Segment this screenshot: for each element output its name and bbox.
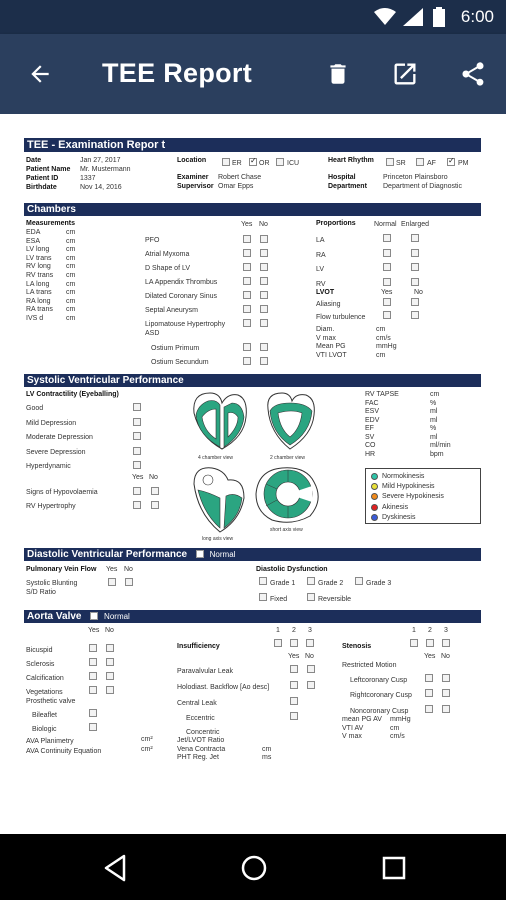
insuff-grade-3-checkbox[interactable] (306, 639, 314, 647)
two-chamber-view-diagram[interactable] (262, 389, 318, 453)
stenosis-item-label: Noncoronary Cusp (350, 708, 409, 715)
insuff-yes-header: Yes (288, 653, 300, 660)
lvot-no-header: No (414, 289, 423, 296)
aortic-yes-header: Yes (88, 627, 100, 634)
proportions-label: Proportions (316, 220, 356, 227)
two-chamber-view-label: 2 chamber view (270, 455, 306, 461)
stenosis-yes-header: Yes (424, 653, 436, 660)
open-external-button[interactable] (387, 56, 423, 92)
status-bar (0, 0, 506, 34)
report-title: TEE - Examination Repor t (24, 138, 481, 152)
proportion-normal-checkbox[interactable] (383, 263, 391, 271)
systolic-other-label: RV Hypertrophy (26, 503, 76, 510)
stenosis-yes-checkbox[interactable] (425, 705, 433, 713)
pvf-yes-checkbox[interactable] (108, 578, 116, 586)
stenosis-no-header: No (441, 653, 450, 660)
long-axis-view-label: long axis view (202, 536, 234, 542)
insuff-grade-1-checkbox[interactable] (274, 639, 282, 647)
share-button[interactable] (455, 56, 491, 92)
insuff-measure-unit: ms (262, 754, 272, 761)
stenosis-no-checkbox[interactable] (442, 689, 450, 697)
aortic-item-label: Bicuspid (26, 647, 53, 654)
app-bar (0, 34, 506, 114)
finding-yes-checkbox[interactable] (243, 277, 251, 285)
contractility-checkbox[interactable] (133, 418, 141, 426)
grade-label: Grade 1 (270, 580, 296, 587)
legend-color-dot (371, 483, 378, 490)
finding-no-checkbox[interactable] (260, 291, 268, 299)
aortic-no-checkbox[interactable] (106, 672, 114, 680)
lvot-yes-checkbox[interactable] (383, 311, 391, 319)
insuff-no-header: No (305, 653, 314, 660)
aortic-item-label: Vegetations (26, 689, 63, 696)
pvf-item-label: Systolic Blunting (26, 580, 78, 587)
finding-label: Ostium Primum (151, 345, 200, 352)
home-nav-icon[interactable] (238, 852, 270, 884)
open-in-new-icon (391, 60, 419, 88)
proportion-normal-checkbox[interactable] (383, 234, 391, 242)
aortic-item-label: Calcification (26, 675, 64, 682)
pvf-yes-header: Yes (106, 566, 118, 573)
measurement-unit: cm (66, 272, 76, 279)
stenosis-num-1: 1 (412, 627, 416, 634)
measurement-unit: cm (66, 263, 76, 271)
grade-label: Grade 3 (366, 580, 392, 587)
stenosis-item-label: Restricted Motion (342, 662, 397, 669)
systolic-other-no-checkbox[interactable] (151, 487, 159, 495)
stenosis-yes-checkbox[interactable] (425, 689, 433, 697)
lvot-item-label: Aliasing (316, 301, 341, 308)
location-or-checkbox[interactable] (249, 158, 257, 166)
diastolic-title: Diastolic Ventricular Performance (27, 549, 188, 560)
insuff-item-label: Central Leak (177, 700, 217, 707)
aortic-no-checkbox[interactable] (106, 644, 114, 652)
systolic-param-unit: ml (430, 433, 438, 441)
share-icon (459, 60, 487, 88)
proportion-enlarged-checkbox[interactable] (411, 263, 419, 271)
measurement-name: LV trans (26, 254, 52, 262)
lvot-measure-unit: cm/s (376, 334, 391, 342)
ava-planimetry-unit: cm² (141, 736, 153, 743)
finding-no-checkbox[interactable] (260, 319, 268, 327)
aortic-title: Aorta Valve (27, 611, 82, 622)
contractility-checkbox[interactable] (133, 461, 141, 469)
legend-label: Dyskinesis (382, 513, 416, 521)
finding-label: D Shape of LV (145, 265, 191, 272)
lvot-measure-unit: cm (376, 351, 386, 359)
insuff-measure-name: Jet/LVOT Ratio (177, 737, 225, 744)
patient-id-value: 1337 (80, 175, 96, 182)
stenosis-grade-1-checkbox[interactable] (410, 639, 418, 647)
lvot-measure-name: Diam. (316, 326, 335, 333)
insuff-no-checkbox[interactable] (307, 665, 315, 673)
insuff-measure-name: Vena Contracta (177, 745, 226, 753)
battery-icon (433, 7, 445, 27)
lvot-item-label: Flow turbulence (316, 314, 366, 321)
lvot-measure-name: V max (316, 334, 336, 342)
diastolic-other-label: Reversible (318, 596, 352, 603)
proportions-normal-header: Normal (374, 221, 397, 228)
insuff-yes-checkbox[interactable] (290, 681, 298, 689)
grade-label: Grade 2 (318, 580, 344, 587)
measurement-unit: cm (66, 315, 76, 322)
measurement-name: LV long (26, 246, 50, 254)
proportion-normal-checkbox[interactable] (383, 278, 391, 286)
grade-checkbox[interactable] (307, 577, 315, 585)
finding-no-checkbox[interactable] (260, 277, 268, 285)
measurement-name: LA trans (26, 289, 52, 297)
aortic-no-checkbox[interactable] (106, 658, 114, 666)
aortic-prosthetic-checkbox[interactable] (89, 709, 97, 717)
finding-label: PFO (145, 237, 160, 244)
contractility-checkbox[interactable] (133, 447, 141, 455)
legend-color-dot (371, 493, 378, 500)
aortic-item-label: Bileaflet (32, 712, 57, 719)
pvf-no-checkbox[interactable] (125, 578, 133, 586)
systolic-param-unit: % (430, 425, 437, 432)
legend-label: Severe Hypokinesis (382, 493, 444, 501)
rhythm-af-checkbox[interactable] (416, 158, 424, 166)
navigation-bar (0, 834, 506, 900)
systolic-param-name: HR (365, 450, 376, 458)
finding-yes-checkbox[interactable] (243, 305, 251, 313)
measurement-unit: cm (66, 229, 76, 236)
aortic-yes-checkbox[interactable] (89, 644, 97, 652)
insuff-num-3: 3 (308, 627, 312, 634)
back-nav-icon[interactable] (100, 852, 132, 884)
aortic-item-label: Biologic (32, 726, 57, 733)
systolic-other-yes-checkbox[interactable] (133, 501, 141, 509)
examiner-label: Examiner (177, 174, 209, 181)
finding-label: Lipomatouse Hypertrophy (145, 321, 226, 328)
chambers-no-header: No (259, 221, 268, 228)
systolic-param-unit: ml/min (430, 442, 451, 449)
insuff-item-label: Holodiast. Backflow [Ao desc] (177, 684, 270, 691)
systolic-param-name: RV TAPSE (365, 391, 399, 398)
finding-label: ASD (145, 330, 160, 337)
systolic-param-unit: bpm (430, 450, 444, 458)
rhythm-af-label: AF (427, 160, 436, 167)
systolic-param-name: SV (365, 433, 375, 441)
finding-no-checkbox[interactable] (260, 343, 268, 351)
stenosis-num-3: 3 (444, 627, 448, 634)
cell-signal-icon (403, 8, 423, 26)
systolic-param-unit: % (430, 399, 437, 407)
finding-no-checkbox[interactable] (260, 249, 268, 257)
measurement-name: RV trans (26, 272, 54, 279)
systolic-param-unit: ml (430, 416, 438, 424)
measurement-name: LA long (26, 280, 50, 288)
proportions-enlarged-header: Enlarged (401, 221, 430, 228)
pvf-no-header: No (124, 566, 133, 573)
trash-icon (325, 60, 351, 88)
diastolic-section-title (24, 548, 481, 561)
diastolic-other-checkbox[interactable] (307, 593, 315, 601)
measurement-name: RA trans (26, 306, 53, 314)
aortic-no-checkbox[interactable] (106, 686, 114, 694)
insuff-item-label: Paravalvular Leak (177, 668, 234, 675)
wifi-icon (374, 8, 396, 26)
date-label: Date (26, 157, 42, 164)
lvot-measure-name: VTI LVOT (316, 351, 347, 359)
stenosis-measure-name: V max (342, 733, 362, 740)
pvf-label: Pulmonary Vein Flow (26, 566, 97, 573)
contractility-label: Mild Depression (26, 419, 77, 427)
measurement-unit: cm (66, 237, 76, 245)
stenosis-measure-name: VTI AV (342, 724, 364, 732)
systolic-yes-header: Yes (132, 474, 144, 481)
legend-color-dot (371, 473, 378, 480)
stenosis-item-label: Leftcoronary Cusp (350, 677, 408, 684)
proportion-enlarged-checkbox[interactable] (411, 278, 419, 286)
finding-no-checkbox[interactable] (260, 263, 268, 271)
four-chamber-view-label: 4 chamber view (198, 455, 234, 461)
location-or-label: OR (259, 160, 270, 167)
measurement-unit: cm (66, 289, 76, 297)
insuff-item-label: Concentric (186, 729, 220, 736)
hospital-label: Hospital (328, 174, 356, 181)
systolic-no-header: No (149, 474, 158, 481)
aortic-yes-checkbox[interactable] (89, 672, 97, 680)
aortic-normal-label: Normal (104, 612, 130, 621)
insuff-measure-unit: cm (262, 745, 272, 753)
stenosis-grade-3-checkbox[interactable] (442, 639, 450, 647)
ava-continuity-label: AVA Continuity Equation (26, 748, 102, 755)
insuff-no-checkbox[interactable] (307, 681, 315, 689)
date-value: Jan 27, 2017 (80, 157, 121, 164)
diastolic-normal-checkbox[interactable] (196, 550, 204, 558)
finding-label: Ostium Secundum (151, 359, 209, 366)
measurement-name: RV long (26, 263, 51, 271)
legend-label: Normokinesis (382, 473, 425, 480)
systolic-other-yes-checkbox[interactable] (133, 487, 141, 495)
legend-color-dot (371, 504, 378, 511)
proportion-normal-checkbox[interactable] (383, 249, 391, 257)
measurement-unit: cm (66, 297, 76, 305)
proportion-enlarged-checkbox[interactable] (411, 249, 419, 257)
lvot-no-checkbox[interactable] (411, 311, 419, 319)
aortic-normal-checkbox[interactable] (90, 612, 98, 620)
finding-label: Septal Aneurysm (145, 307, 198, 314)
insuff-item-label: Eccentric (186, 715, 215, 722)
contractility-label: LV Contractility (Eyeballing) (26, 391, 119, 398)
insuff-measure-name: PHT Reg. Jet (177, 754, 219, 761)
measurement-name: IVS d (26, 315, 44, 322)
systolic-param-name: FAC (365, 399, 379, 407)
measurement-unit: cm (66, 254, 76, 262)
finding-yes-checkbox[interactable] (243, 319, 251, 327)
stenosis-measure-name: mean PG AV (342, 716, 382, 723)
diastolic-other-checkbox[interactable] (259, 593, 267, 601)
stenosis-label: Stenosis (342, 643, 372, 650)
legend-color-dot (371, 514, 378, 521)
insuff-yes-checkbox[interactable] (290, 697, 298, 705)
measurement-name: ESA (26, 237, 41, 245)
birthdate-value: Nov 14, 2016 (80, 184, 122, 191)
arrow-back-icon (27, 61, 53, 87)
measurement-name: EDA (26, 229, 41, 236)
systolic-param-unit: ml (430, 408, 438, 415)
department-label: Department (328, 183, 367, 190)
grade-checkbox[interactable] (355, 577, 363, 585)
aortic-no-header: No (105, 627, 114, 634)
location-icu-checkbox[interactable] (276, 158, 284, 166)
chambers-section-title: Chambers (24, 203, 481, 216)
contractility-label: Hyperdynamic (26, 463, 71, 470)
back-button[interactable] (22, 56, 58, 92)
report-document[interactable] (0, 114, 506, 834)
lvot-yes-header: Yes (381, 289, 393, 296)
insufficiency-label: Insufficiency (177, 643, 220, 650)
measurements-label: Measurements (26, 220, 76, 227)
patient-name-label: Patient Name (26, 166, 71, 173)
delete-button[interactable] (320, 56, 356, 92)
insuff-yes-checkbox[interactable] (290, 665, 298, 673)
legend-label: Mild Hypokinesis (382, 483, 435, 491)
four-chamber-view-diagram[interactable] (190, 389, 250, 453)
finding-yes-checkbox[interactable] (243, 343, 251, 351)
diastolic-normal-label: Normal (209, 550, 236, 559)
lvot-label: LVOT (316, 289, 335, 296)
stenosis-yes-checkbox[interactable] (425, 674, 433, 682)
diastolic-dysfunction-label: Diastolic Dysfunction (256, 566, 328, 573)
heart-rhythm-label: Heart Rhythm (328, 157, 374, 164)
birthdate-label: Birthdate (26, 184, 57, 191)
chambers-yes-header: Yes (241, 221, 253, 228)
stenosis-no-checkbox[interactable] (442, 674, 450, 682)
insuff-num-2: 2 (292, 627, 296, 634)
insuff-num-1: 1 (276, 627, 280, 634)
stenosis-measure-unit: cm/s (390, 733, 405, 740)
finding-no-checkbox[interactable] (260, 305, 268, 313)
clock: 6:00 (460, 7, 494, 26)
insuff-yes-checkbox[interactable] (290, 712, 298, 720)
location-er-label: ER (232, 160, 242, 167)
stenosis-measure-unit: cm (390, 724, 400, 732)
aortic-item-label: Sclerosis (26, 661, 55, 668)
proportion-label: RV (316, 280, 326, 288)
wall-motion-legend (365, 468, 481, 524)
pvf-item-label: S/D Ratio (26, 588, 56, 596)
aortic-item-label: Prosthetic valve (26, 698, 76, 705)
long-axis-view-diagram[interactable] (190, 464, 248, 536)
systolic-param-name: EF (365, 425, 374, 432)
finding-yes-checkbox[interactable] (243, 263, 251, 271)
hospital-value: Princeton Plainsboro (383, 174, 448, 181)
finding-no-checkbox[interactable] (260, 235, 268, 243)
contractility-label: Severe Depression (26, 448, 86, 456)
measurement-unit: cm (66, 280, 76, 288)
measurement-unit: cm (66, 306, 76, 314)
finding-yes-checkbox[interactable] (243, 249, 251, 257)
finding-no-checkbox[interactable] (260, 357, 268, 365)
lvot-measure-unit: cm (376, 326, 386, 333)
stenosis-item-label: Rightcoronary Cusp (350, 692, 412, 699)
diastolic-other-label: Fixed (270, 596, 288, 603)
systolic-param-name: ESV (365, 408, 380, 415)
supervisor-label: Supervisor (177, 183, 214, 190)
stenosis-measure-unit: mmHg (390, 716, 411, 723)
lvot-yes-checkbox[interactable] (383, 298, 391, 306)
rhythm-pm-checkbox[interactable] (447, 158, 455, 166)
stenosis-no-checkbox[interactable] (442, 705, 450, 713)
legend-label: Akinesis (382, 503, 409, 511)
finding-yes-checkbox[interactable] (243, 357, 251, 365)
aortic-yes-checkbox[interactable] (89, 658, 97, 666)
patient-name-value: Mr. Mustermann (80, 166, 131, 173)
ava-planimetry-label: AVA Planimetry (26, 738, 74, 745)
lvot-measure-unit: mmHg (376, 343, 397, 350)
insuff-grade-2-checkbox[interactable] (290, 639, 298, 647)
proportion-label: RA (316, 251, 326, 259)
contractility-label: Moderate Depression (26, 434, 93, 441)
systolic-section-title: Systolic Ventricular Performance (24, 374, 481, 387)
contractility-checkbox[interactable] (133, 403, 141, 411)
stenosis-grade-2-checkbox[interactable] (426, 639, 434, 647)
rhythm-sr-label: SR (396, 160, 406, 167)
contractility-label: Good (26, 405, 44, 412)
patient-id-label: Patient ID (26, 175, 59, 182)
finding-label: LA Appendix Thrombus (145, 279, 218, 286)
proportion-label: LA (316, 237, 325, 244)
supervisor-value: Omar Epps (218, 183, 254, 190)
measurement-unit: cm (66, 246, 76, 254)
systolic-param-unit: cm (430, 391, 440, 398)
finding-label: Atrial Myxoma (145, 251, 190, 258)
page-title: TEE Report (102, 58, 253, 88)
location-er-checkbox[interactable] (222, 158, 230, 166)
location-label: Location (177, 157, 207, 164)
proportion-label: LV (316, 266, 325, 273)
lvot-measure-name: Mean PG (316, 343, 346, 350)
systolic-param-name: CO (365, 442, 376, 449)
lvot-no-checkbox[interactable] (411, 298, 419, 306)
grade-checkbox[interactable] (259, 577, 267, 585)
measurement-name: RA long (26, 297, 51, 305)
short-axis-view-diagram[interactable] (252, 464, 326, 526)
recents-nav-icon[interactable] (378, 852, 410, 884)
aortic-section-title (24, 610, 481, 623)
finding-yes-checkbox[interactable] (243, 235, 251, 243)
contractility-checkbox[interactable] (133, 432, 141, 440)
examiner-value: Robert Chase (218, 174, 262, 181)
short-axis-view-label: short axis view (270, 527, 303, 533)
systolic-other-no-checkbox[interactable] (151, 501, 159, 509)
aortic-prosthetic-checkbox[interactable] (89, 723, 97, 731)
proportion-enlarged-checkbox[interactable] (411, 234, 419, 242)
finding-label: Dilated Coronary Sinus (145, 293, 217, 300)
location-icu-label: ICU (287, 160, 300, 167)
rhythm-sr-checkbox[interactable] (386, 158, 394, 166)
aortic-yes-checkbox[interactable] (89, 686, 97, 694)
systolic-other-label: Signs of Hypovolaemia (26, 489, 98, 496)
finding-yes-checkbox[interactable] (243, 291, 251, 299)
ava-continuity-unit: cm² (141, 746, 153, 753)
stenosis-num-2: 2 (428, 627, 432, 634)
rhythm-pm-label: PM (458, 160, 469, 167)
department-value: Department of Diagnostic (383, 183, 462, 190)
systolic-param-name: EDV (365, 416, 380, 424)
